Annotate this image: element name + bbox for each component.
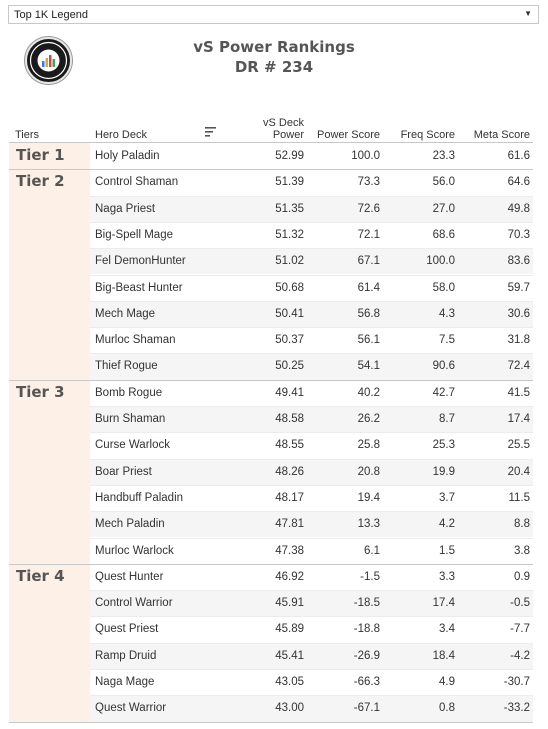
deck-power-cell: 47.81 [275, 518, 304, 531]
tier-label: Tier 1 [16, 146, 65, 164]
hero-deck-cell[interactable]: Murloc Warlock [95, 544, 174, 557]
meta-score-cell: 11.5 [508, 491, 530, 504]
deck-power-cell: 51.02 [275, 255, 304, 268]
deck-power-cell: 51.32 [275, 228, 304, 241]
freq-score-cell: 8.7 [439, 413, 455, 425]
meta-score-cell: 0.9 [514, 570, 530, 583]
tier-divider [9, 380, 533, 381]
tier-label: Tier 2 [16, 172, 65, 191]
power-score-cell: -67.1 [353, 702, 380, 715]
deck-power-cell: 49.41 [275, 386, 304, 399]
meta-score-cell: 70.3 [507, 228, 530, 241]
hero-deck-cell[interactable]: Naga Mage [95, 676, 155, 688]
page-subtitle: DR # 234 [234, 58, 314, 76]
meta-score-cell: 30.6 [507, 307, 530, 320]
header-power-score[interactable]: Power Score [317, 129, 380, 141]
hero-deck-cell[interactable]: Control Warrior [95, 597, 173, 610]
tier-band [9, 380, 90, 564]
meta-score-cell: 17.4 [507, 413, 530, 425]
meta-score-cell: 72.4 [507, 360, 530, 373]
freq-score-cell: 100.0 [426, 255, 455, 268]
power-score-cell: 20.8 [357, 465, 380, 478]
row-divider [90, 327, 533, 328]
meta-score-cell: -4.2 [510, 649, 530, 662]
deck-power-cell: 51.39 [275, 176, 304, 189]
deck-power-cell: 46.92 [275, 570, 304, 583]
meta-score-cell: 64.6 [507, 176, 530, 189]
power-score-cell: -18.8 [353, 623, 380, 636]
power-score-cell: 40.2 [357, 386, 380, 399]
header-power[interactable]: Power [272, 129, 304, 141]
hero-deck-cell[interactable]: Mech Mage [95, 307, 156, 320]
hero-deck-cell[interactable]: Burn Shaman [95, 413, 166, 425]
deck-power-cell: 48.55 [275, 439, 304, 452]
freq-score-cell: 4.2 [439, 518, 455, 531]
freq-score-cell: 42.7 [432, 386, 455, 399]
freq-score-cell: 90.6 [432, 360, 455, 373]
row-divider [90, 248, 533, 249]
row-divider [90, 222, 533, 223]
power-score-cell: -1.5 [360, 570, 380, 583]
header-freq-score[interactable]: Freq Score [400, 129, 455, 141]
hero-deck-cell[interactable]: Thief Rogue [95, 360, 158, 373]
hero-deck-cell[interactable]: Big-Beast Hunter [95, 281, 183, 294]
row-divider [90, 538, 533, 539]
freq-score-cell: 23.3 [432, 150, 455, 162]
deck-power-cell: 47.38 [275, 544, 304, 557]
audience-filter-dropdown[interactable] [8, 5, 539, 24]
meta-score-cell: -30.7 [503, 676, 530, 688]
power-score-cell: 25.8 [357, 439, 380, 452]
hero-deck-cell[interactable]: Boar Priest [95, 465, 152, 478]
row-divider [90, 196, 533, 197]
freq-score-cell: 27.0 [432, 202, 455, 215]
freq-score-cell: 3.3 [439, 570, 455, 583]
meta-score-cell: -7.7 [510, 623, 530, 636]
hero-deck-cell[interactable]: Bomb Rogue [95, 386, 163, 399]
hero-deck-cell[interactable]: Holy Paladin [95, 150, 160, 162]
hero-deck-cell[interactable]: Naga Priest [95, 202, 156, 215]
deck-power-cell: 51.35 [275, 202, 304, 215]
deck-power-cell: 48.58 [275, 413, 304, 425]
row-divider [90, 432, 533, 433]
hero-deck-cell[interactable]: Big-Spell Mage [95, 228, 173, 241]
row-divider [90, 353, 533, 354]
freq-score-cell: 58.0 [432, 281, 455, 294]
deck-power-cell: 52.99 [275, 150, 304, 162]
tier-divider [9, 564, 533, 565]
deck-power-cell: 50.25 [275, 360, 304, 373]
deck-power-cell: 43.05 [275, 676, 304, 688]
power-score-cell: 73.3 [357, 176, 380, 189]
tier-divider [9, 169, 533, 170]
power-score-cell: 56.1 [357, 334, 380, 347]
power-score-cell: 100.0 [351, 150, 380, 162]
meta-score-cell: 49.8 [507, 202, 530, 215]
tier-label: Tier 3 [16, 382, 65, 401]
row-divider [90, 669, 533, 670]
power-score-cell: -26.9 [353, 649, 380, 662]
tier-band [9, 169, 90, 379]
freq-score-cell: 56.0 [432, 176, 455, 189]
freq-score-cell: 18.4 [432, 649, 455, 662]
power-score-cell: 19.4 [357, 491, 380, 504]
freq-score-cell: 25.3 [432, 439, 455, 452]
power-score-cell: 72.1 [357, 228, 380, 241]
power-score-cell: 61.4 [357, 281, 380, 294]
power-score-cell: 54.1 [357, 360, 380, 373]
hero-deck-cell[interactable]: Quest Priest [95, 623, 159, 636]
sort-lines-icon[interactable] [205, 126, 217, 138]
power-score-cell: 56.8 [357, 307, 380, 320]
header-meta-score[interactable]: Meta Score [473, 129, 530, 141]
row-divider [90, 511, 533, 512]
power-score-cell: 26.2 [357, 413, 380, 425]
header-vs-deck[interactable]: vS Deck [263, 117, 304, 129]
deck-power-cell: 50.41 [275, 307, 304, 320]
header-hero-deck[interactable]: Hero Deck [95, 129, 147, 141]
freq-score-cell: 3.7 [439, 491, 455, 504]
row-divider [90, 459, 533, 460]
meta-score-cell: 25.5 [507, 439, 530, 452]
row-divider [90, 695, 533, 696]
freq-score-cell: 7.5 [439, 334, 455, 347]
row-divider [90, 485, 533, 486]
power-score-cell: 67.1 [357, 255, 380, 268]
hero-deck-cell[interactable]: Curse Warlock [95, 439, 170, 452]
tier-band [9, 564, 90, 722]
hero-deck-cell[interactable]: Handbuff Paladin [95, 491, 184, 504]
hero-deck-cell[interactable]: Murloc Shaman [95, 334, 176, 347]
freq-score-cell: 4.9 [439, 676, 455, 688]
freq-score-cell: 19.9 [432, 465, 455, 478]
hero-deck-cell[interactable]: Mech Paladin [95, 518, 165, 531]
deck-power-cell: 45.41 [275, 649, 304, 662]
freq-score-cell: 17.4 [432, 597, 455, 610]
freq-score-cell: 1.5 [439, 544, 455, 557]
power-score-cell: 13.3 [357, 518, 380, 531]
meta-score-cell: 8.8 [514, 518, 530, 531]
header-tiers[interactable]: Tiers [15, 129, 40, 141]
hero-deck-cell[interactable]: Quest Warrior [95, 702, 167, 715]
power-score-cell: -66.3 [353, 676, 380, 688]
row-divider [90, 275, 533, 276]
hero-deck-cell[interactable]: Control Shaman [95, 176, 179, 189]
row-divider [90, 301, 533, 302]
power-score-cell: -18.5 [353, 597, 380, 610]
meta-score-cell: -0.5 [510, 597, 530, 610]
deck-power-cell: 45.91 [275, 597, 304, 610]
table-bottom-border [9, 722, 533, 723]
row-divider [90, 590, 533, 591]
deck-power-cell: 48.26 [275, 465, 304, 478]
meta-score-cell: 20.4 [507, 465, 530, 478]
hero-deck-cell[interactable]: Quest Hunter [95, 570, 164, 583]
power-score-cell: 72.6 [357, 202, 380, 215]
freq-score-cell: 0.8 [439, 702, 455, 715]
deck-power-cell: 43.00 [275, 702, 304, 715]
meta-score-cell: -33.2 [503, 702, 530, 715]
hero-deck-cell[interactable]: Fel DemonHunter [95, 255, 186, 268]
meta-score-cell: 61.6 [507, 150, 530, 162]
meta-score-cell: 41.5 [507, 386, 530, 399]
meta-score-cell: 31.8 [507, 334, 530, 347]
meta-score-cell: 83.6 [507, 255, 530, 268]
hero-deck-cell[interactable]: Ramp Druid [95, 649, 157, 662]
meta-score-cell: 3.8 [514, 544, 530, 557]
freq-score-cell: 4.3 [439, 307, 455, 320]
deck-power-cell: 48.17 [275, 491, 304, 504]
freq-score-cell: 68.6 [432, 228, 455, 241]
freq-score-cell: 3.4 [439, 623, 455, 636]
power-score-cell: 6.1 [364, 544, 380, 557]
meta-score-cell: 59.7 [507, 281, 530, 294]
row-divider [90, 406, 533, 407]
deck-power-cell: 45.89 [275, 623, 304, 636]
row-divider [90, 616, 533, 617]
row-divider [90, 643, 533, 644]
page-title: vS Power Rankings [193, 38, 355, 56]
deck-power-cell: 50.37 [275, 334, 304, 347]
deck-power-cell: 50.68 [275, 281, 304, 294]
tier-label: Tier 4 [16, 566, 65, 585]
dropdown-selected-value: Top 1K Legend [14, 9, 89, 21]
chevron-down-icon[interactable]: ▼ [524, 9, 532, 18]
